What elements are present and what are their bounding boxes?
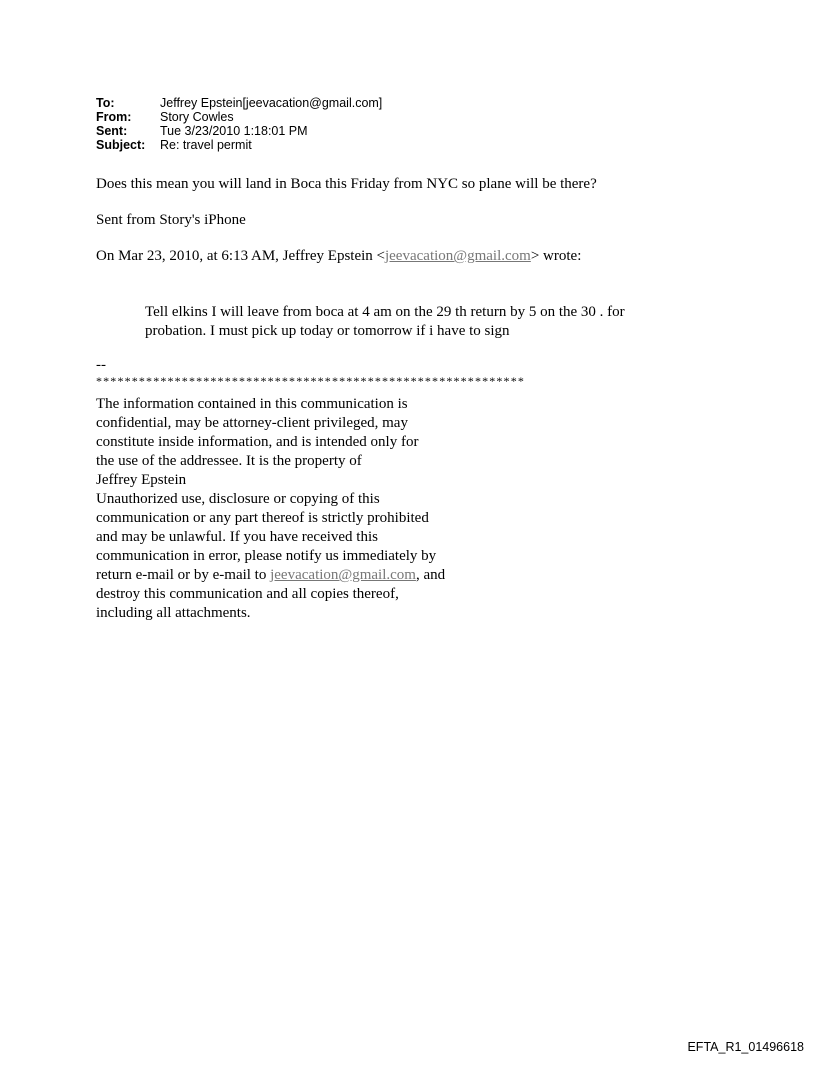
from-label: From: [96,110,132,124]
quoted-message [145,303,705,341]
return-suffix: , and [415,567,446,583]
confidentiality-line: including all attachments. [96,605,251,621]
confidentiality-line: Unauthorized use, disclosure or copying of this [96,491,380,507]
attribution-email-link[interactable]: jeevacation@gmail.com [384,248,531,264]
confidentiality-line: The information contained in this communication is [96,396,408,412]
subject-value: Re: travel permit [160,138,252,152]
confidentiality-line: communication or any part thereof is strictly prohibited [96,510,429,526]
to-row [96,96,382,110]
sent-row [96,124,382,138]
subject-row [96,138,382,152]
from-row [96,110,382,124]
signature-stars: ************************************************************ [96,374,525,388]
attribution-suffix: > wrote: [530,248,582,264]
body-line-attribution [96,247,581,266]
subject-label: Subject: [96,138,146,152]
body-line-sent-from: Sent from Story's iPhone [96,212,246,228]
document-id: EFTA_R1_01496618 [687,1040,804,1054]
confidentiality-line: confidential, may be attorney-client privileged, may [96,415,408,431]
confidentiality-line: Jeffrey Epstein [96,472,187,488]
confidentiality-line: destroy this communication and all copies thereof, [96,586,399,602]
return-email-link[interactable]: jeevacation@gmail.com [270,567,416,583]
quoted-line: probation. I must pick up today or tomorrow if i have to sign [145,323,510,339]
from-value: Story Cowles [160,110,234,124]
sent-value: Tue 3/23/2010 1:18:01 PM [160,124,308,138]
confidentiality-notice [96,395,445,623]
confidentiality-line: and may be unlawful. If you have received this [96,529,378,545]
confidentiality-line: the use of the addressee. It is the property of [96,453,362,469]
confidentiality-line: constitute inside information, and is intended only for [96,434,419,450]
to-label: To: [96,96,115,110]
to-value: Jeffrey Epstein[jeevacation@gmail.com] [160,96,383,110]
sent-label: Sent: [96,124,128,138]
signature-dashes: -- [96,357,106,373]
confidentiality-return-line [96,566,445,585]
body-line-question: Does this mean you will land in Boca this Friday from NYC so plane will be there? [96,176,597,192]
attribution-prefix: On Mar 23, 2010, at 6:13 AM, Jeffrey Epstein < [96,248,385,264]
email-header [96,96,382,152]
confidentiality-line: communication in error, please notify us immediately by [96,548,437,564]
return-prefix: return e-mail or by e-mail to [96,567,271,583]
quoted-line: Tell elkins I will leave from boca at 4 am on the 29 th return by 5 on the 30 . for [145,304,625,320]
